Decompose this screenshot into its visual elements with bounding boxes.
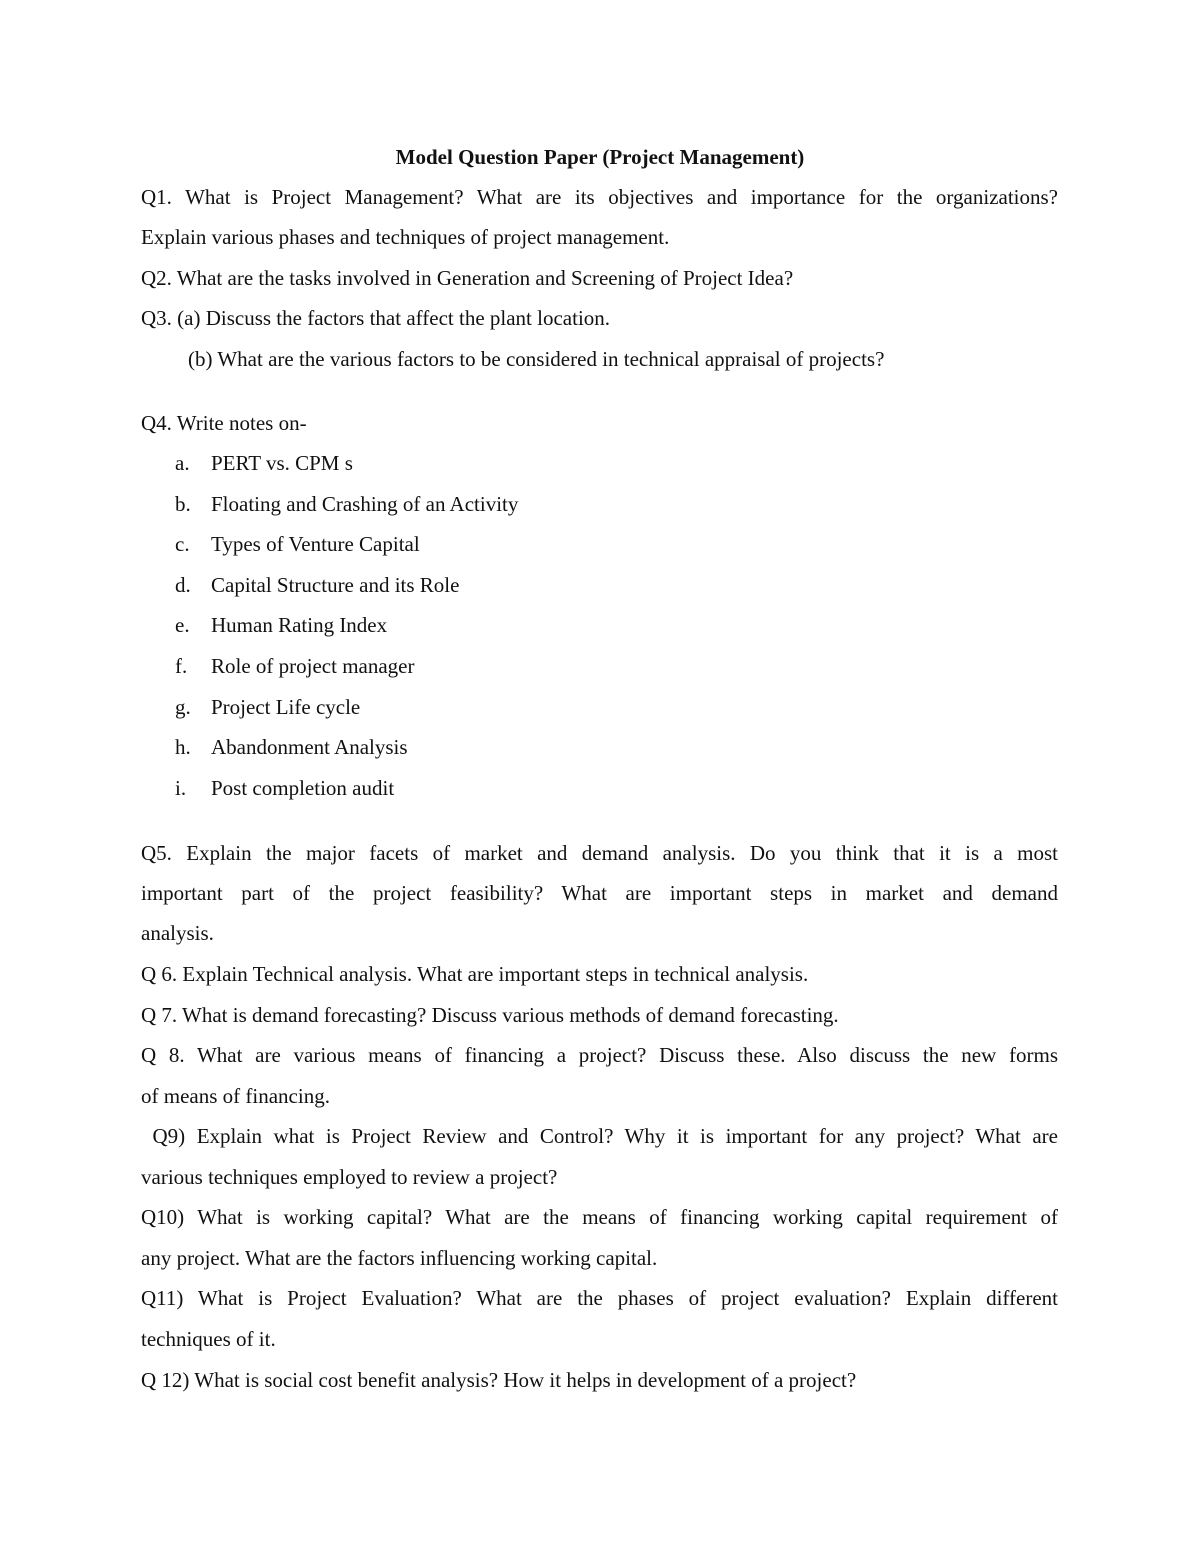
question-5-line-3: analysis. (141, 921, 214, 945)
question-4-heading: Q4. Write notes on- (141, 411, 307, 435)
question-1-line-2: Explain various phases and techniques of project management. (141, 225, 670, 249)
note-letter: a. (175, 451, 190, 475)
question-2: Q2. What are the tasks involved in Generation and Screening of Project Idea? (141, 266, 794, 290)
note-text: Abandonment Analysis (211, 735, 408, 759)
note-letter: d. (175, 573, 191, 597)
note-text: Role of project manager (211, 654, 415, 678)
question-3-part-a: Q3. (a) Discuss the factors that affect the plant location. (141, 306, 611, 330)
note-text: Human Rating Index (211, 613, 388, 637)
note-letter: b. (175, 492, 191, 516)
note-text: Floating and Crashing of an Activity (211, 492, 519, 516)
note-letter: g. (175, 695, 191, 719)
note-text: Capital Structure and its Role (211, 573, 460, 597)
question-5-line-2: important part of the project feasibility? What are important steps in market and demand (141, 881, 1058, 905)
note-letter: c. (175, 532, 190, 556)
question-9-line-2: various techniques employed to review a project? (141, 1165, 558, 1189)
question-10-line-1: Q10) What is working capital? What are the means of financing working capital requirement of (141, 1205, 1058, 1229)
question-8-line-1: Q 8. What are various means of financing a project? Discuss these. Also discuss the new forms (141, 1043, 1058, 1067)
question-6: Q 6. Explain Technical analysis. What are important steps in technical analysis. (141, 962, 809, 986)
question-12: Q 12) What is social cost benefit analysis? How it helps in development of a project? (141, 1368, 857, 1392)
note-text: Types of Venture Capital (211, 532, 420, 556)
question-3-part-b: (b) What are the various factors to be considered in technical appraisal of projects? (188, 347, 885, 371)
note-text: Project Life cycle (211, 695, 361, 719)
question-10-line-2: any project. What are the factors influencing working capital. (141, 1246, 658, 1270)
note-letter: f. (175, 654, 188, 678)
question-5-line-1: Q5. Explain the major facets of market and demand analysis. Do you think that it is a most (141, 841, 1058, 865)
note-letter: e. (175, 613, 190, 637)
note-text: PERT vs. CPM s (211, 451, 353, 475)
question-1-line-1: Q1. What is Project Management? What are its objectives and importance for the organizations? (141, 185, 1058, 209)
note-letter: i. (175, 776, 187, 800)
question-8-line-2: of means of financing. (141, 1084, 330, 1108)
question-11-line-1: Q11) What is Project Evaluation? What are the phases of project evaluation? Explain different (141, 1286, 1058, 1310)
question-11-line-2: techniques of it. (141, 1327, 276, 1351)
page-title: Model Question Paper (Project Management) (395, 145, 805, 169)
question-9-line-1: Q9) Explain what is Project Review and Control? Why it is important for any project? What are (141, 1124, 1058, 1148)
note-text: Post completion audit (211, 776, 395, 800)
note-letter: h. (175, 735, 191, 759)
question-7: Q 7. What is demand forecasting? Discuss various methods of demand forecasting. (141, 1003, 839, 1027)
